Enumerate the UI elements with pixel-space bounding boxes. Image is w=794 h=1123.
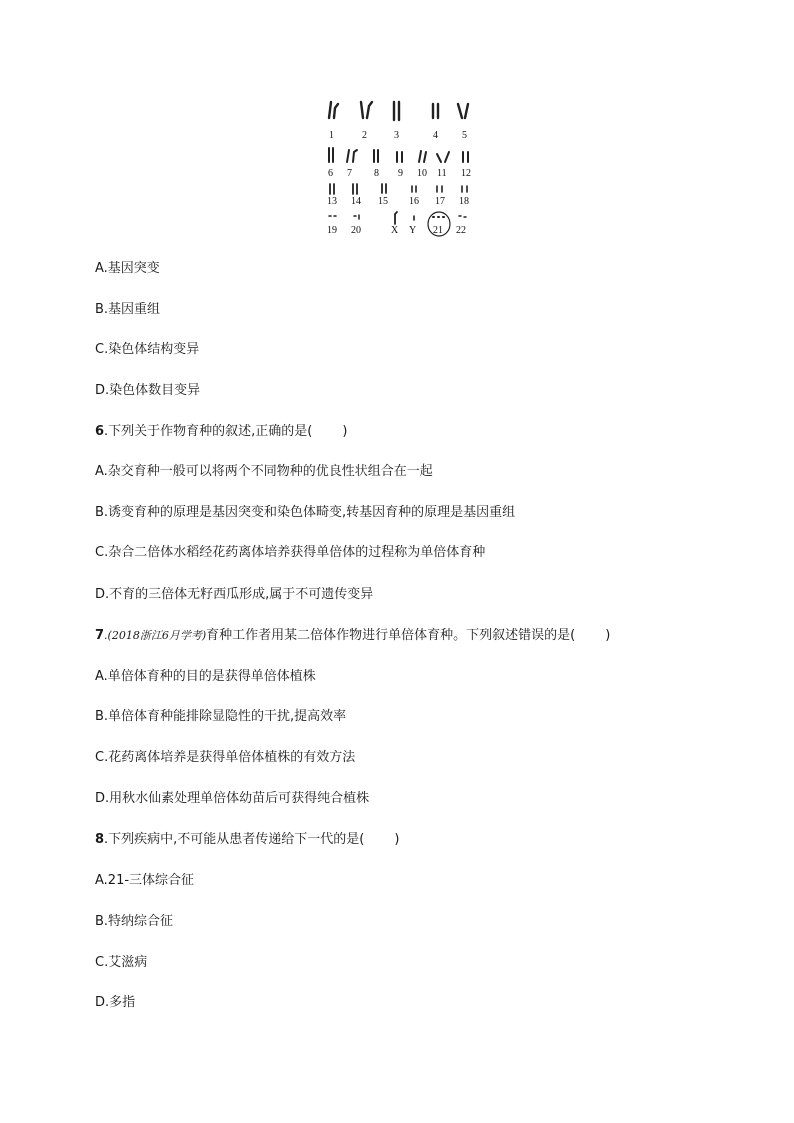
question-6-stem xyxy=(95,424,347,440)
option-text: D.多指 xyxy=(95,995,136,1010)
chromosome-pair-20 xyxy=(354,215,359,219)
chromosome-pair-16 xyxy=(412,186,416,192)
karyo-label: 12 xyxy=(461,168,471,179)
karyotype-figure xyxy=(320,96,480,238)
chromosome-pair-3 xyxy=(394,102,399,120)
karyo-label: 21 xyxy=(433,225,443,236)
chromosome-pair-2 xyxy=(361,102,372,118)
karyo-label: 3 xyxy=(394,130,399,141)
karyo-label: 6 xyxy=(328,168,333,179)
chromosome-pair-7 xyxy=(347,150,357,162)
answer-paren-close: ) xyxy=(394,832,400,847)
option-text: B.基因重组 xyxy=(95,302,161,317)
karyo-label: 2 xyxy=(362,130,367,141)
karyo-label: 18 xyxy=(459,196,469,207)
option-text: C.杂合二倍体水稻经花药离体培养获得单倍体的过程称为单倍体育种 xyxy=(95,545,486,560)
chromosome-pair-4 xyxy=(433,104,438,118)
question-text: 育种工作者用某二倍体作物进行单倍体育种。下列叙述错误的是( xyxy=(206,628,576,643)
karyo-label: X xyxy=(391,225,399,236)
chromosome-pair-8 xyxy=(374,150,378,162)
karyo-label: 1 xyxy=(329,130,334,141)
option-text: B.特纳综合征 xyxy=(95,914,174,929)
karyo-label: 13 xyxy=(327,196,337,207)
karyo-label: 17 xyxy=(435,196,445,207)
karyo-label: 16 xyxy=(409,196,419,207)
karyo-label: 20 xyxy=(351,225,361,236)
chromosome-pair-15 xyxy=(382,184,386,193)
chromosome-pair-17 xyxy=(437,186,442,192)
option-text: A.21-三体综合征 xyxy=(95,873,195,888)
karyo-label: 9 xyxy=(398,168,403,179)
karyo-label: 11 xyxy=(437,168,447,179)
option-text: C.染色体结构变异 xyxy=(95,342,200,357)
chromosome-pair-10 xyxy=(419,151,426,162)
karyo-label: 14 xyxy=(351,196,361,207)
chromosome-x xyxy=(395,212,397,224)
option-text: D.用秋水仙素处理单倍体幼苗后可获得纯合植株 xyxy=(95,791,370,806)
karyo-label: 7 xyxy=(347,168,352,179)
option-text: B.诱变育种的原理是基因突变和染色体畸变,转基因育种的原理是基因重组 xyxy=(95,505,516,520)
answer-paren-close: ) xyxy=(342,424,348,439)
question-8-stem xyxy=(95,832,399,848)
question-7-stem xyxy=(95,628,610,644)
chromosome-pair-6 xyxy=(329,148,333,162)
option-text: D.不育的三倍体无籽西瓜形成,属于不可遗传变异 xyxy=(95,587,374,602)
option-text: D.染色体数目变异 xyxy=(95,383,201,398)
chromosome-pair-9 xyxy=(397,152,402,162)
option-text: A.基因突变 xyxy=(95,261,160,276)
option-text: C.艾滋病 xyxy=(95,955,148,970)
option-text: B.单倍体育种能排除显隐性的干扰,提高效率 xyxy=(95,709,347,724)
chromosome-pair-5 xyxy=(458,104,468,118)
question-number: 8 xyxy=(95,832,105,847)
karyo-label: 15 xyxy=(378,196,388,207)
karyo-label: 19 xyxy=(327,225,337,236)
karyo-label: Y xyxy=(409,225,417,236)
karyo-label: 22 xyxy=(456,225,466,236)
karyo-label: 10 xyxy=(417,168,427,179)
option-text: C.花药离体培养是获得单倍体植株的有效方法 xyxy=(95,750,356,765)
question-number: 7 xyxy=(95,628,105,643)
answer-paren-close: ) xyxy=(605,628,611,643)
chromosome-pair-14 xyxy=(353,184,357,194)
chromosome-pair-22 xyxy=(459,216,466,217)
question-number: 6 xyxy=(95,424,105,439)
chromosome-pair-1 xyxy=(329,102,338,118)
karyotype-diagram xyxy=(320,96,480,238)
question-source: .(2018浙江6月学考) xyxy=(104,629,207,642)
chromosome-pair-11 xyxy=(437,152,449,162)
question-text: .下列疾病中,不可能从患者传递给下一代的是( xyxy=(104,832,365,847)
chromosome-pair-12 xyxy=(463,152,468,162)
karyo-label: 8 xyxy=(374,168,379,179)
question-text: .下列关于作物育种的叙述,正确的是( xyxy=(104,424,313,439)
option-text: A.单倍体育种的目的是获得单倍体植株 xyxy=(95,669,316,684)
karyo-label: 4 xyxy=(433,130,438,141)
chromosome-pair-18 xyxy=(462,186,467,192)
karyo-label: 5 xyxy=(462,130,467,141)
option-text: A.杂交育种一般可以将两个不同物种的优良性状组合在一起 xyxy=(95,464,433,479)
chromosome-pair-13 xyxy=(330,184,334,194)
